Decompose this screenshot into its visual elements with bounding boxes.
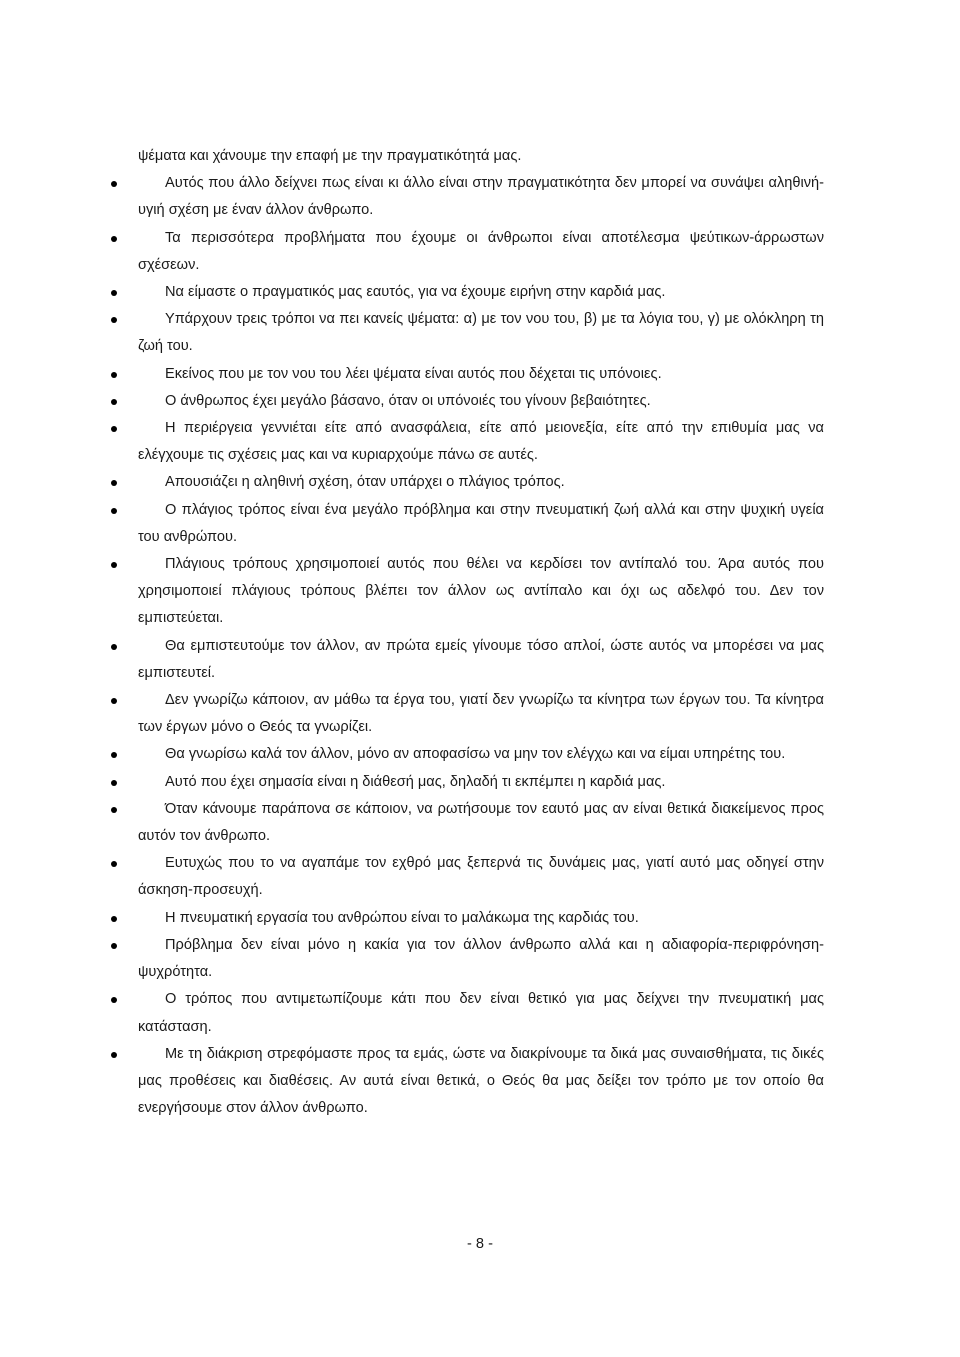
list-item (138, 388, 824, 415)
bullet-icon (111, 480, 117, 486)
list-item (138, 469, 824, 496)
list-item (138, 497, 824, 551)
list-item-text: Πλάγιους τρόπους χρησιμοποιεί αυτός που θέλει να κερδίσει τον αντίπαλό του. Άρα αυτός που χρησιμοποιεί πλάγιους τρόπους βλέπει τον άλλον ως αντίπαλο και όχι ως αδελφό του. Δεν τον εμπιστεύεται. (138, 556, 824, 627)
list-item (138, 170, 824, 224)
bullet-list (138, 170, 824, 1122)
bullet-icon (111, 508, 117, 514)
list-item-text: Απουσιάζει η αληθινή σχέση, όταν υπάρχει ο πλάγιος τρόπος. (165, 474, 565, 491)
bullet-icon (111, 290, 117, 296)
bullet-icon (111, 997, 117, 1003)
list-item (138, 225, 824, 279)
bullet-icon (111, 807, 117, 813)
page-number: - 8 - (467, 1236, 493, 1252)
bullet-icon (111, 752, 117, 758)
bullet-icon (111, 698, 117, 704)
list-item-text: Θα εμπιστευτούμε τον άλλον, αν πρώτα εμείς γίνουμε τόσο απλοί, ώστε αυτός να μπορέσει να μας εμπιστευτεί. (138, 637, 824, 681)
list-item-text: Πρόβλημα δεν είναι μόνο η κακία για τον άλλον άνθρωπο αλλά και η αδιαφορία-περιφρόνηση-ψυχρότητα. (138, 936, 824, 981)
list-item-text: Να είμαστε ο πραγματικός μας εαυτός, για να έχουμε ειρήνη στην καρδιά μας. (165, 284, 666, 301)
list-item (138, 361, 824, 388)
list-item (138, 1041, 824, 1123)
list-item (138, 633, 824, 687)
page-content (138, 143, 824, 1122)
bullet-icon (111, 861, 117, 867)
list-item-text: Όταν κάνουμε παράπονα σε κάποιον, να ρωτήσουμε τον εαυτό μας αν είναι θετικά διακείμενος προς αυτόν τον άνθρωπο. (138, 800, 824, 845)
list-item (138, 279, 824, 306)
list-item-text: Θα γνωρίσω καλά τον άλλον, μόνο αν αποφασίσω να μην τον ελέγχω και να είμαι υπηρέτης του. (165, 746, 786, 763)
intro-line: ψέματα και χάνουμε την επαφή με την πραγματικότητά μας. (138, 148, 522, 164)
list-item-text: Με τη διάκριση στρεφόμαστε προς τα εμάς, ώστε να διακρίνουμε τα δικά μας συναισθήματα, τις δικές μας προθέσεις και διαθέσεις. Αν αυτά είναι θετικά, ο Θεός θα μας δείξει τον τρόπο με τον οποίο θα ενεργήσουμε στον άλλον άνθρωπο. (138, 1045, 824, 1117)
list-item-text: Υπάρχουν τρεις τρόποι να πει κανείς ψέματα: α) με τον νου του, β) με τα λόγια του, γ) με ολόκληρη τη ζωή του. (138, 311, 824, 355)
list-item (138, 415, 824, 469)
list-item (138, 741, 824, 768)
list-item-text: Η πνευματική εργασία του ανθρώπου είναι το μαλάκωμα της καρδιάς του. (165, 909, 639, 926)
list-item (138, 905, 824, 932)
list-item (138, 850, 824, 904)
list-item-text: Τα περισσότερα προβλήματα που έχουμε οι άνθρωποι είναι αποτέλεσμα ψεύτικων-άρρωστων σχέσεων. (138, 229, 824, 273)
bullet-icon (111, 426, 117, 432)
bullet-icon (111, 916, 117, 922)
list-item-text: Εκείνος που με τον νου του λέει ψέματα είναι αυτός που δέχεται τις υπόνοιες. (165, 365, 662, 382)
list-item-text: Ο τρόπος που αντιμετωπίζουμε κάτι που δεν είναι θετικό για μας δείχνει την πνευματική μας κατάσταση. (138, 991, 824, 1035)
list-item (138, 986, 824, 1040)
bullet-icon (111, 399, 117, 405)
list-item-text: Ευτυχώς που το να αγαπάμε τον εχθρό μας ξεπερνά τις δυνάμεις μας, γιατί αυτό μας οδηγεί στην άσκηση-προσευχή. (138, 855, 824, 899)
list-item (138, 687, 824, 741)
list-item (138, 769, 824, 796)
list-item (138, 551, 824, 633)
bullet-icon (111, 780, 117, 786)
list-item-text: Δεν γνωρίζω κάποιον, αν μάθω τα έργα του, γιατί δεν γνωρίζω τα κίνητρα των έργων του. Τα κίνητρα των έργων μόνο ο Θεός τα γνωρίζει. (138, 692, 824, 736)
list-item (138, 932, 824, 986)
bullet-icon (111, 181, 117, 187)
bullet-icon (111, 943, 117, 949)
bullet-icon (111, 562, 117, 568)
list-item-text: Ο άνθρωπος έχει μεγάλο βάσανο, όταν οι υπόνοιές του γίνουν βεβαιότητες. (165, 392, 651, 409)
bullet-icon (111, 372, 117, 378)
bullet-icon (111, 317, 117, 323)
bullet-icon (111, 644, 117, 650)
list-item-text: Αυτό που έχει σημασία είναι η διάθεσή μας, δηλαδή τι εκπέμπει η καρδιά μας. (165, 773, 666, 790)
bullet-icon (111, 1052, 117, 1058)
bullet-icon (111, 236, 117, 242)
list-item (138, 306, 824, 360)
list-item-text: Ο πλάγιος τρόπος είναι ένα μεγάλο πρόβλημα και στην πνευματική ζωή αλλά και στην ψυχική υγεία του ανθρώπου. (138, 501, 824, 545)
list-item-text: Η περιέργεια γεννιέται είτε από ανασφάλεια, είτε από μειονεξία, είτε από την επιθυμία μας να ελέγχουμε τις σχέσεις μας και να κυριαρχούμε πάνω σε αυτές. (138, 420, 824, 464)
list-item (138, 796, 824, 850)
list-item-text: Αυτός που άλλο δείχνει πως είναι κι άλλο είναι στην πραγματικότητα δεν μπορεί να συνάψει αληθινή-υγιή σχέση με έναν άλλον άνθρωπο. (138, 175, 824, 219)
